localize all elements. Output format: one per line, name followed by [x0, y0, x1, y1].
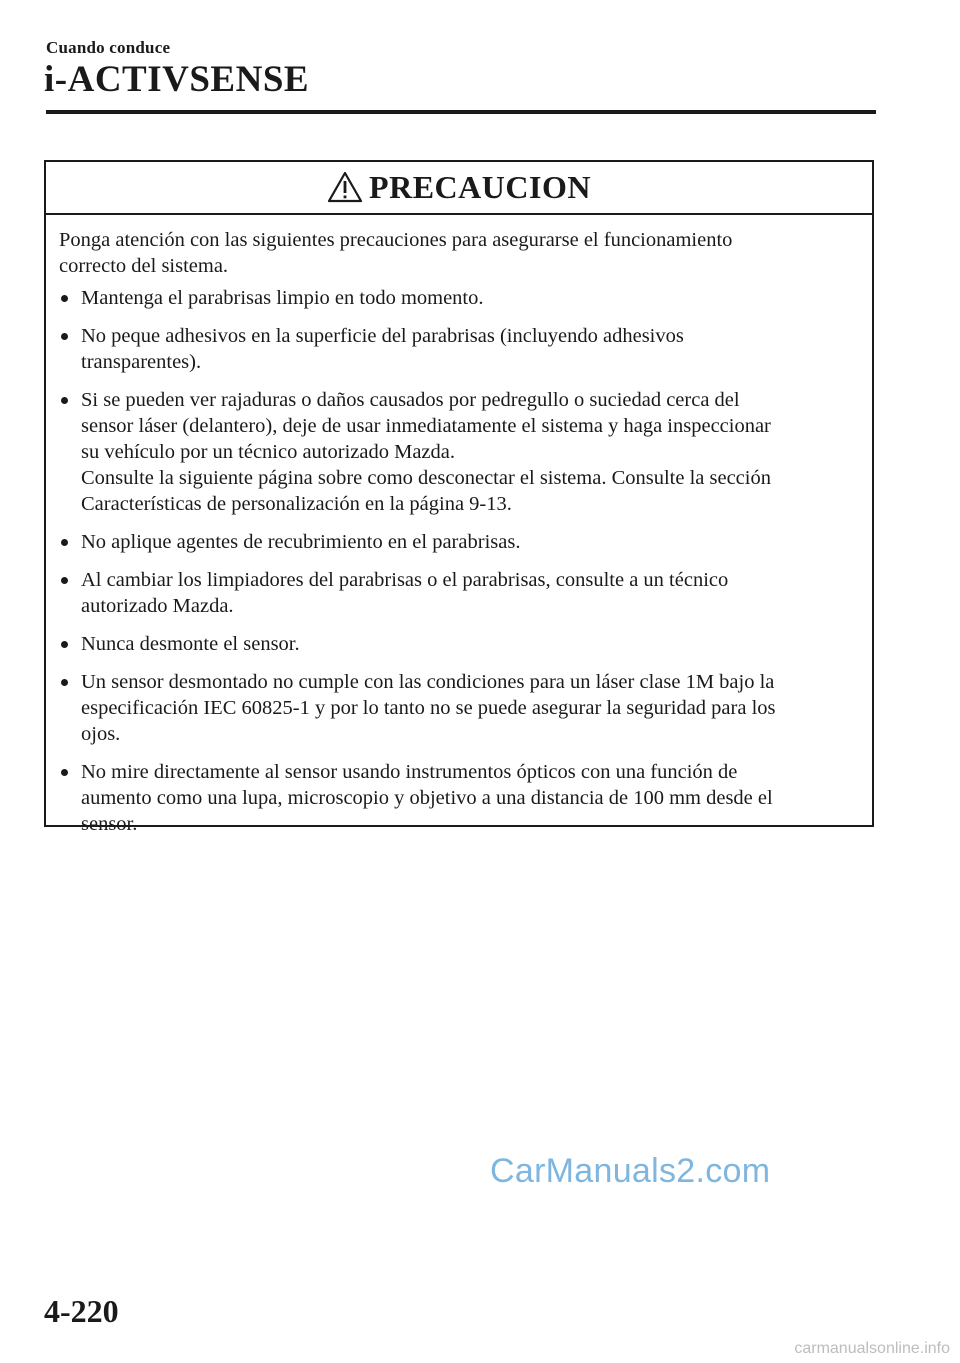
- caution-bullet-item: [59, 285, 858, 311]
- caution-bullet-item: [59, 669, 858, 747]
- intro-line: Ponga atención con las siguientes precauciones para asegurarse el funcionamiento: [59, 229, 733, 251]
- bullet-text-line: Nunca desmonte el sensor.: [81, 633, 300, 655]
- bullet-text-line: No aplique agentes de recubrimiento en el parabrisas.: [81, 531, 521, 553]
- bullet-text-line: ojos.: [81, 723, 121, 745]
- footer-site-watermark: carmanualsonline.info: [794, 1340, 950, 1357]
- watermark-logo: CarManuals2.com: [490, 1152, 771, 1190]
- bullet-dot-icon: [61, 577, 68, 584]
- caution-body: [46, 215, 872, 837]
- bullet-text-line: sensor.: [81, 813, 138, 835]
- caution-box: [44, 160, 874, 835]
- bullet-text-line: Características de personalización en la página 9-13.: [81, 493, 512, 515]
- caution-intro: [59, 227, 858, 279]
- bullet-text-line: su vehículo por un técnico autorizado Mazda.: [81, 441, 455, 463]
- caution-bullet-item: [59, 631, 858, 657]
- caution-bullet-item: [59, 387, 858, 517]
- bullet-text-line: aumento como una lupa, microscopio y objetivo a una distancia de 100 mm desde el: [81, 787, 773, 809]
- caution-bullet-item: [59, 759, 858, 837]
- bullet-dot-icon: [61, 333, 68, 340]
- section-label: Cuando conduce: [46, 38, 171, 57]
- bullet-text-line: autorizado Mazda.: [81, 595, 234, 617]
- bullet-text-line: Consulte la siguiente página sobre como desconectar el sistema. Consulte la sección: [81, 467, 771, 489]
- bullet-dot-icon: [61, 295, 68, 302]
- caution-bullet-item: [59, 323, 858, 375]
- bullet-dot-icon: [61, 397, 68, 404]
- warning-triangle-icon: [327, 171, 363, 203]
- bullet-dot-icon: [61, 679, 68, 686]
- bullet-dot-icon: [61, 641, 68, 648]
- caution-title: PRECAUCION: [369, 169, 591, 205]
- caution-bullet-item: [59, 529, 858, 555]
- bullet-text-line: transparentes).: [81, 351, 202, 373]
- bullet-text-line: Al cambiar los limpiadores del parabrisas o el parabrisas, consulte a un técnico: [81, 569, 729, 591]
- caution-bullet-list: [59, 285, 858, 837]
- caution-header: [46, 162, 872, 215]
- bullet-text-line: No mire directamente al sensor usando instrumentos ópticos con una función de: [81, 761, 738, 783]
- bullet-text-line: Mantenga el parabrisas limpio en todo momento.: [81, 287, 484, 309]
- bullet-text-line: especificación IEC 60825-1 y por lo tanto no se puede asegurar la seguridad para los: [81, 697, 776, 719]
- bullet-text-line: sensor láser (delantero), deje de usar inmediatamente el sistema y haga inspeccionar: [81, 415, 771, 437]
- caution-bullet-item: [59, 567, 858, 619]
- bullet-text-line: No peque adhesivos en la superficie del parabrisas (incluyendo adhesivos: [81, 325, 684, 347]
- bullet-text-line: Si se pueden ver rajaduras o daños causados por pedregullo o suciedad cerca del: [81, 389, 740, 411]
- page-number: 4-220: [44, 1293, 119, 1329]
- section-title: i-ACTIVSENSE: [44, 59, 310, 100]
- bullet-text-line: Un sensor desmontado no cumple con las condiciones para un láser clase 1M bajo la: [81, 671, 775, 693]
- intro-line: correcto del sistema.: [59, 255, 229, 277]
- header-divider: [46, 110, 876, 114]
- bullet-dot-icon: [61, 769, 68, 776]
- bullet-dot-icon: [61, 539, 68, 546]
